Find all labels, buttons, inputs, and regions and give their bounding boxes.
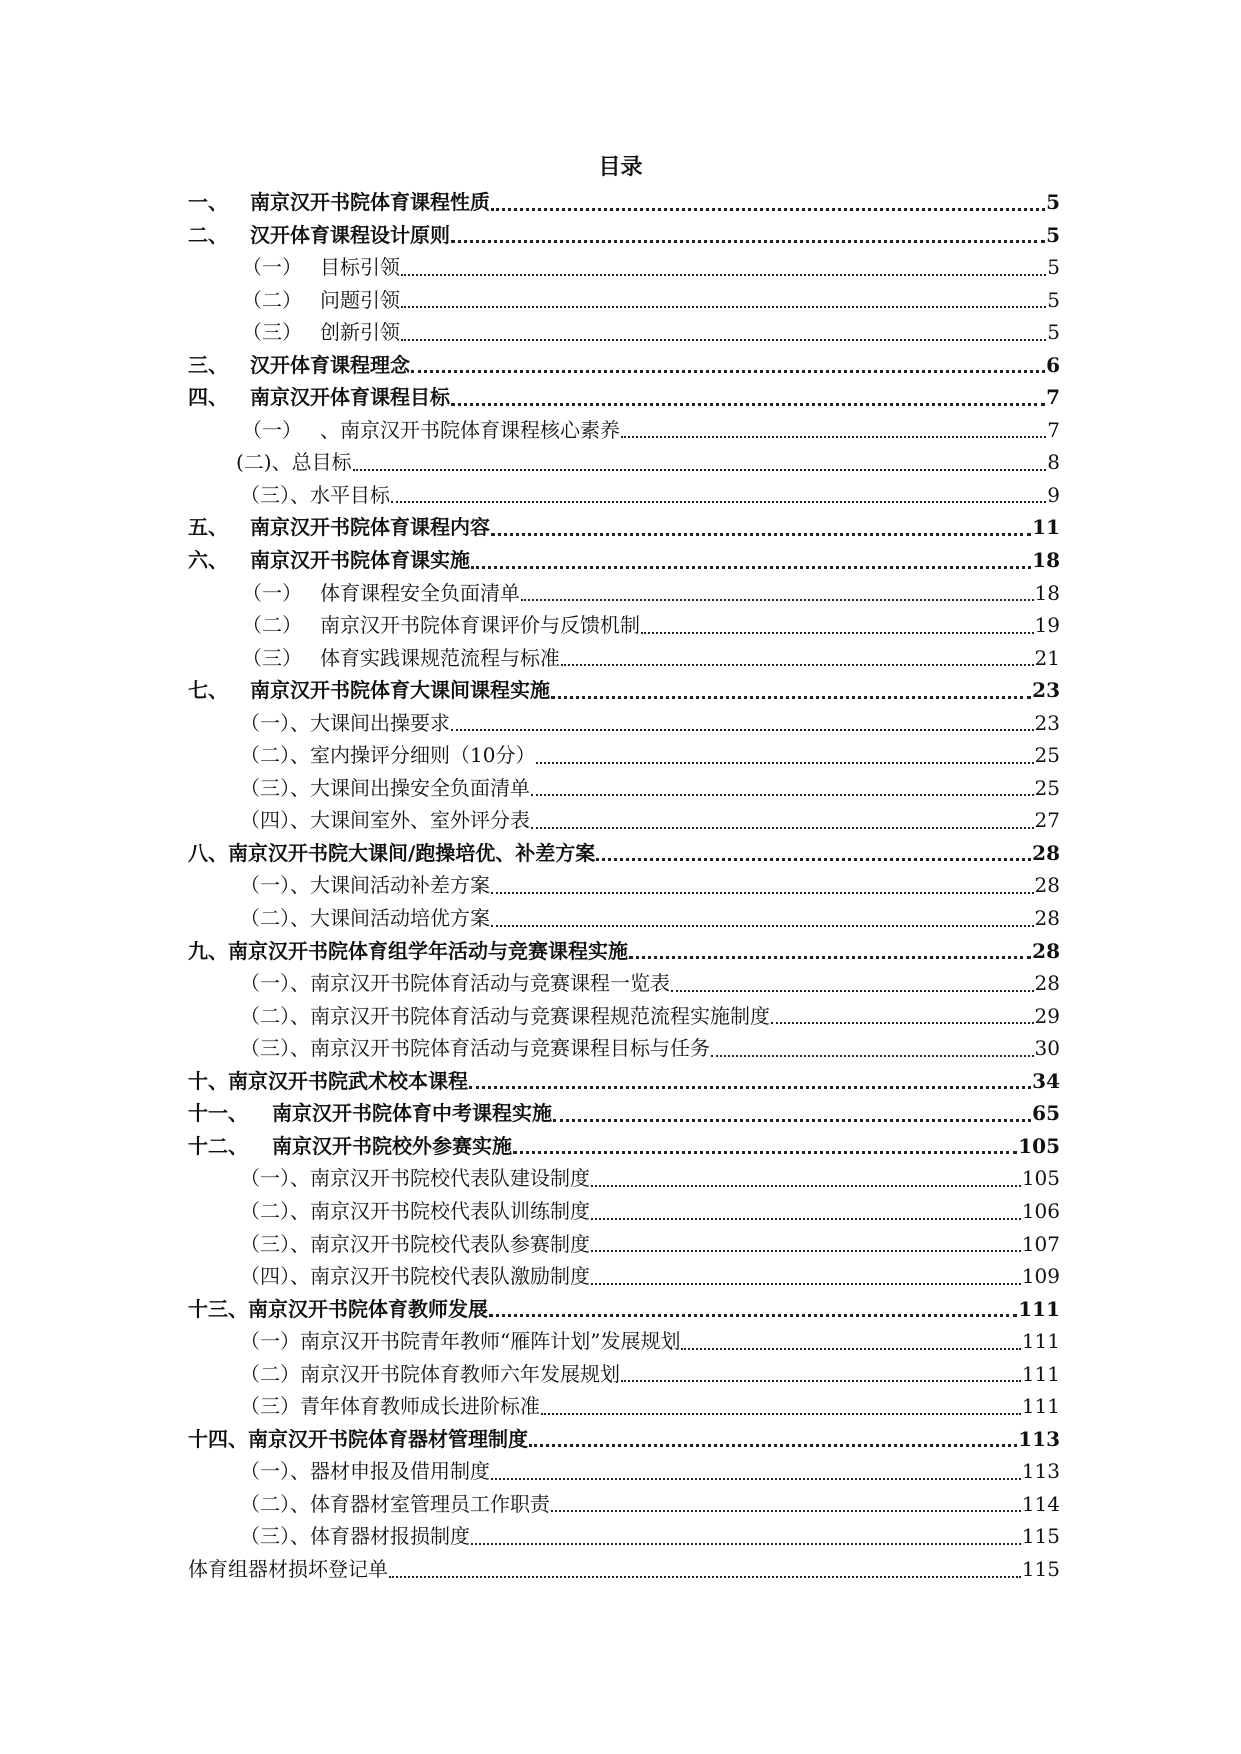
toc-entry-number: 二、 <box>188 222 228 247</box>
toc-entry-page: 21 <box>1034 645 1060 670</box>
toc-entry[interactable] <box>188 642 1060 675</box>
toc-entry[interactable] <box>188 902 1060 935</box>
toc-entry-page: 25 <box>1034 775 1060 800</box>
toc-entry-page: 27 <box>1034 808 1060 833</box>
toc-entry-page: 28 <box>1034 873 1060 898</box>
toc-entry-text: （二）、南京汉开书院校代表队训练制度 <box>240 1198 590 1223</box>
toc-entry-number: 十一、 <box>188 1101 248 1126</box>
toc-entry[interactable] <box>188 1488 1060 1521</box>
toc-entry[interactable] <box>188 1455 1060 1488</box>
toc-entry-page: 113 <box>1018 1426 1060 1451</box>
toc-entry-text: （一）南京汉开书院青年教师“雁阵计划”发展规划 <box>240 1329 681 1354</box>
dot-leader <box>591 1250 1021 1252</box>
toc-entry-page: 111 <box>1021 1394 1060 1419</box>
toc-entry-number: 三、 <box>188 352 228 377</box>
toc-entry-page: 7 <box>1047 417 1060 442</box>
toc-entry-number: （一） <box>242 417 302 442</box>
dot-leader <box>591 1185 1021 1187</box>
toc-entry-page: 5 <box>1047 320 1060 345</box>
toc-entry-page: 18 <box>1034 580 1060 605</box>
dot-leader <box>401 339 1046 341</box>
toc-entry-text: 汉开体育课程设计原则 <box>250 222 450 247</box>
toc-entry-page: 7 <box>1046 385 1060 410</box>
toc-entry-text: （四）、大课间室外、室外评分表 <box>240 808 530 833</box>
toc-entry-text: 汉开体育课程理念 <box>250 352 410 377</box>
toc-entry[interactable] <box>188 674 1060 707</box>
dot-leader <box>389 1576 1021 1578</box>
toc-entry-text: 南京汉开书院体育课程性质 <box>250 190 490 214</box>
dot-leader <box>489 1314 1017 1317</box>
toc-entry[interactable] <box>188 1032 1060 1065</box>
toc-entry[interactable] <box>188 1000 1060 1033</box>
toc-entry-page: 34 <box>1032 1068 1060 1093</box>
toc-entry-text: 南京汉开书院体育课实施 <box>250 548 470 573</box>
dot-leader <box>471 1543 1021 1545</box>
toc-entry[interactable] <box>188 1130 1060 1163</box>
toc-entry[interactable] <box>188 251 1060 284</box>
dot-leader <box>451 729 1034 731</box>
toc-entry-text: 体育组器材损坏登记单 <box>188 1556 388 1581</box>
toc-entry-text: （三）青年体育教师成长进阶标准 <box>240 1394 540 1419</box>
dot-leader <box>553 1119 1031 1122</box>
toc-entry-page: 111 <box>1018 1296 1060 1321</box>
toc-entry[interactable] <box>188 1423 1060 1456</box>
dot-leader <box>491 1478 1021 1480</box>
toc-entry[interactable] <box>188 1520 1060 1553</box>
toc-entry[interactable] <box>188 869 1060 902</box>
dot-leader <box>491 892 1034 894</box>
toc-entry[interactable] <box>188 609 1060 642</box>
dot-leader <box>391 501 1046 503</box>
dot-leader <box>629 956 1031 959</box>
toc-entry-text: 问题引领 <box>320 287 400 312</box>
dot-leader <box>551 696 1031 699</box>
dot-leader <box>591 1283 1021 1285</box>
toc-entry-text: （一）、南京汉开书院校代表队建设制度 <box>240 1166 590 1191</box>
dot-leader <box>621 1380 1021 1382</box>
toc-entry[interactable] <box>188 837 1060 870</box>
toc-entry-text: 九、南京汉开书院体育组学年活动与竞赛课程实施 <box>188 938 628 963</box>
toc-entry-text: （一）、大课间活动补差方案 <box>240 873 490 898</box>
toc-entry-number: 七、 <box>188 678 228 703</box>
toc-entry-page: 25 <box>1034 743 1060 768</box>
toc-entry-number: （三） <box>242 320 302 345</box>
toc-entry-number: （二） <box>242 613 302 638</box>
toc-entry[interactable] <box>188 186 1060 219</box>
dot-leader <box>491 208 1045 211</box>
toc-entry-page: 105 <box>1018 1133 1060 1158</box>
toc-entry-text: 八、南京汉开书院大课间/跑操培优、补差方案 <box>188 840 596 865</box>
toc-entry-text: （三）、南京汉开书院校代表队参赛制度 <box>240 1231 590 1256</box>
toc-entry[interactable] <box>188 1162 1060 1195</box>
toc-entry-text: （三）、水平目标 <box>240 482 390 507</box>
toc-entry-text: （三）、大课间出操安全负面清单 <box>240 775 530 800</box>
toc-title: 目录 <box>598 154 643 180</box>
toc-entry-page: 11 <box>1032 515 1060 540</box>
table-of-contents <box>188 186 1060 1586</box>
toc-entry[interactable] <box>188 1228 1060 1261</box>
toc-entry-page: 28 <box>1034 971 1060 996</box>
toc-entry-page: 105 <box>1021 1166 1060 1191</box>
dot-leader <box>469 1086 1031 1089</box>
toc-entry-number: 六、 <box>188 548 228 573</box>
toc-entry-number: （一） <box>242 580 302 605</box>
toc-entry[interactable] <box>188 577 1060 610</box>
toc-entry-page: 111 <box>1021 1361 1060 1386</box>
toc-entry[interactable] <box>188 772 1060 805</box>
dot-leader <box>531 794 1034 796</box>
dot-leader <box>401 274 1046 276</box>
toc-entry-text: 十三、南京汉开书院体育教师发展 <box>188 1296 488 1321</box>
toc-entry[interactable] <box>188 804 1060 837</box>
toc-entry-page: 114 <box>1021 1491 1060 1516</box>
toc-entry-text: 南京汉开书院体育大课间课程实施 <box>250 678 550 703</box>
dot-leader <box>591 1218 1021 1220</box>
dot-leader <box>471 566 1031 569</box>
toc-entry-page: 115 <box>1021 1556 1060 1581</box>
toc-entry[interactable] <box>188 446 1060 479</box>
toc-entry-page: 5 <box>1047 287 1060 312</box>
toc-entry-page: 5 <box>1046 190 1060 214</box>
toc-entry-page: 29 <box>1034 1003 1060 1028</box>
toc-entry-text: 十、南京汉开书院武术校本课程 <box>188 1068 468 1093</box>
toc-entry[interactable] <box>188 935 1060 968</box>
toc-entry[interactable] <box>188 1097 1060 1130</box>
dot-leader <box>513 1151 1017 1154</box>
toc-entry[interactable] <box>188 349 1060 382</box>
toc-entry-number: （三） <box>242 645 302 670</box>
dot-leader <box>551 1510 1021 1512</box>
toc-entry-text: （一）、南京汉开书院体育活动与竞赛课程一览表 <box>240 971 670 996</box>
toc-entry-text: 、南京汉开书院体育课程核心素养 <box>320 417 620 442</box>
dot-leader <box>671 990 1034 992</box>
toc-entry-page: 113 <box>1021 1459 1060 1484</box>
toc-entry-text: 十四、南京汉开书院体育器材管理制度 <box>188 1426 528 1451</box>
toc-entry-page: 65 <box>1032 1101 1060 1126</box>
toc-entry-number: 五、 <box>188 515 228 540</box>
toc-entry-text: （三）、南京汉开书院体育活动与竞赛课程目标与任务 <box>240 1036 710 1061</box>
dot-leader <box>353 469 1047 471</box>
toc-entry-page: 111 <box>1021 1329 1060 1354</box>
toc-entry-text: （二）、体育器材室管理员工作职责 <box>240 1491 550 1516</box>
toc-entry[interactable] <box>188 1293 1060 1326</box>
toc-entry-page: 115 <box>1021 1524 1060 1549</box>
toc-entry-page: 18 <box>1032 548 1060 573</box>
toc-entry-text: （二）、室内操评分细则（10分） <box>240 743 536 768</box>
toc-entry[interactable] <box>188 544 1060 577</box>
toc-entry[interactable] <box>188 316 1060 349</box>
toc-entry[interactable] <box>188 707 1060 740</box>
toc-entry[interactable] <box>188 414 1060 447</box>
toc-entry[interactable] <box>188 739 1060 772</box>
toc-entry-number: 四、 <box>188 385 228 410</box>
toc-entry[interactable] <box>188 1325 1060 1358</box>
toc-entry-number: （一） <box>242 255 302 280</box>
dot-leader <box>521 599 1034 601</box>
dot-leader <box>529 1444 1017 1447</box>
dot-leader <box>411 370 1045 373</box>
dot-leader <box>541 1413 1021 1415</box>
dot-leader <box>531 827 1034 829</box>
dot-leader <box>771 1022 1034 1024</box>
toc-entry-text: （三）、体育器材报损制度 <box>240 1524 470 1549</box>
toc-entry-number: 十二、 <box>188 1133 248 1158</box>
toc-entry-page: 109 <box>1021 1264 1060 1289</box>
toc-entry-page: 28 <box>1034 906 1060 931</box>
dot-leader <box>621 436 1046 438</box>
toc-entry[interactable] <box>188 1358 1060 1391</box>
toc-entry[interactable] <box>188 1195 1060 1228</box>
toc-entry[interactable] <box>188 1065 1060 1098</box>
toc-entry-page: 23 <box>1032 678 1060 703</box>
toc-entry-page: 5 <box>1046 222 1060 247</box>
toc-entry-page: 19 <box>1034 613 1060 638</box>
toc-entry[interactable] <box>188 284 1060 317</box>
toc-entry[interactable] <box>188 219 1060 252</box>
dot-leader <box>451 240 1045 243</box>
toc-entry[interactable] <box>188 511 1060 544</box>
toc-entry-text: 南京汉开书院体育课评价与反馈机制 <box>320 613 640 638</box>
toc-entry[interactable] <box>188 1260 1060 1293</box>
dot-leader <box>491 533 1031 536</box>
toc-entry-text: (二)、总目标 <box>236 450 352 475</box>
toc-entry-page: 28 <box>1032 840 1060 865</box>
toc-entry-text: （四）、南京汉开书院校代表队激励制度 <box>240 1264 590 1289</box>
toc-entry-text: 南京汉开体育课程目标 <box>250 385 450 410</box>
toc-entry[interactable] <box>188 1390 1060 1423</box>
dot-leader <box>561 664 1034 666</box>
toc-entry-page: 30 <box>1034 1036 1060 1061</box>
toc-entry-text: 创新引领 <box>320 320 400 345</box>
toc-entry-page: 8 <box>1047 450 1060 475</box>
toc-entry-page: 6 <box>1046 352 1060 377</box>
toc-entry-text: 南京汉开书院体育课程内容 <box>250 515 490 540</box>
toc-entry[interactable] <box>188 479 1060 512</box>
dot-leader <box>711 1055 1034 1057</box>
toc-entry-text: （二）、南京汉开书院体育活动与竞赛课程规范流程实施制度 <box>240 1003 770 1028</box>
toc-entry-text: （一）、器材申报及借用制度 <box>240 1459 490 1484</box>
dot-leader <box>681 1348 1020 1350</box>
toc-entry-text: 南京汉开书院体育中考课程实施 <box>272 1101 552 1126</box>
toc-entry-number: 一、 <box>188 190 228 214</box>
toc-entry[interactable] <box>188 381 1060 414</box>
toc-entry[interactable] <box>188 967 1060 1000</box>
toc-entry-page: 23 <box>1034 710 1060 735</box>
toc-entry-page: 5 <box>1047 255 1060 280</box>
toc-entry-text: 南京汉开书院校外参赛实施 <box>272 1133 512 1158</box>
toc-entry-text: 体育实践课规范流程与标准 <box>320 645 560 670</box>
toc-entry-text: 目标引领 <box>320 255 400 280</box>
toc-entry-page: 107 <box>1021 1231 1060 1256</box>
toc-entry-text: （二）南京汉开书院体育教师六年发展规划 <box>240 1361 620 1386</box>
dot-leader <box>401 306 1046 308</box>
dot-leader <box>491 925 1034 927</box>
toc-entry-text: （二）、大课间活动培优方案 <box>240 906 490 931</box>
dot-leader <box>536 762 1033 764</box>
dot-leader <box>451 403 1045 406</box>
toc-entry-page: 28 <box>1032 938 1060 963</box>
toc-entry[interactable] <box>188 1553 1060 1586</box>
toc-entry-number: （二） <box>242 287 302 312</box>
toc-entry-page: 106 <box>1021 1198 1060 1223</box>
toc-entry-text: （一）、大课间出操要求 <box>240 710 450 735</box>
toc-entry-page: 9 <box>1047 482 1060 507</box>
dot-leader <box>596 858 1031 861</box>
toc-entry-text: 体育课程安全负面清单 <box>320 580 520 605</box>
dot-leader <box>641 632 1034 634</box>
